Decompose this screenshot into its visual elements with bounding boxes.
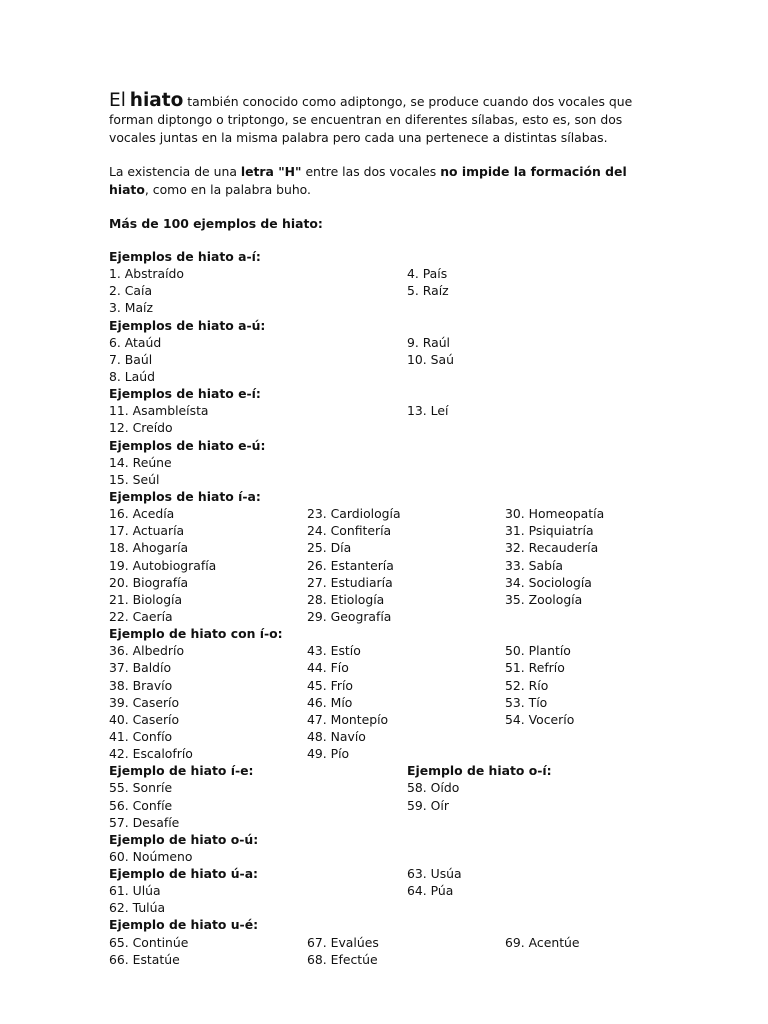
section-title (109, 248, 649, 265)
example-item: 19. Autobiografía (109, 557, 217, 573)
section-title-text: Ejemplos de hiato í-a (109, 488, 256, 504)
example-item: 9. Raúl (407, 334, 450, 350)
example-item: 34. Sociología (505, 574, 592, 590)
section-title-text: Ejemplos de hiato e-í: (109, 386, 261, 402)
example-item: 16. Acedía (109, 506, 175, 522)
example-item: 40. Caserío (109, 711, 180, 727)
example-item: 56. Confíe (109, 797, 173, 813)
example-item: 45. Frío (307, 677, 353, 693)
example-item: 35. Zoología (505, 591, 583, 607)
example-item: 25. Día (307, 540, 352, 556)
example-row (109, 745, 649, 762)
example-item: 14. Reúne (109, 454, 172, 470)
h-text-b: letra "H" (240, 164, 302, 179)
section-title (109, 317, 649, 334)
example-item: 20. Biografía (109, 574, 189, 590)
example-item: 64. Púa (407, 883, 454, 899)
example-item: 67. Evalúes (307, 934, 379, 950)
example-item: 22. Caería (109, 608, 173, 624)
example-item: 10. Saú (407, 351, 454, 367)
example-item: 47. Montepío (307, 711, 389, 727)
example-row (109, 419, 649, 436)
section-title-text: Ejemplo de hiato u-é: (109, 917, 259, 933)
example-row (109, 848, 649, 865)
example-row (109, 334, 649, 351)
example-item: 24. Confitería (307, 523, 392, 539)
example-item: 51. Refrío (505, 660, 565, 676)
example-item: 44. Fío (307, 660, 349, 676)
example-row (109, 711, 649, 728)
example-item: 7. Baúl (109, 351, 153, 367)
example-item: 39. Caserío (109, 694, 180, 710)
example-row (109, 539, 649, 556)
example-item: 65. Continúe (109, 934, 189, 950)
example-row (109, 591, 649, 608)
example-row (109, 351, 649, 368)
example-item: 61. Ulúa (109, 883, 161, 899)
example-row (109, 677, 649, 694)
example-row (109, 779, 649, 796)
example-item: 37. Baldío (109, 660, 172, 676)
document-page (109, 92, 649, 968)
section-title (109, 865, 649, 882)
example-item: 18. Ahogaría (109, 540, 189, 556)
example-item: 46. Mío (307, 694, 353, 710)
example-item: 27. Estudiaría (307, 574, 393, 590)
section-title (109, 385, 649, 402)
intro-el: El (109, 90, 126, 111)
example-item: 17. Actuaría (109, 523, 185, 539)
intro-line3: vocales juntas en la misma palabra pero cada una pertenece a distintas sílabas. (109, 130, 608, 145)
example-row (109, 814, 649, 831)
example-item: 36. Albedrío (109, 643, 185, 659)
section-title-text: Ejemplos de hiato a-ú: (109, 317, 266, 333)
h-text-d: no impide la formación del (440, 164, 627, 179)
example-row (109, 557, 649, 574)
example-item: 62. Tulúa (109, 900, 166, 916)
section-title (109, 625, 649, 642)
example-row (109, 951, 649, 968)
example-item: 12. Creído (109, 420, 173, 436)
example-row (109, 265, 649, 282)
example-row (109, 608, 649, 625)
example-item: 57. Desafíe (109, 814, 180, 830)
example-row (109, 522, 649, 539)
example-row (109, 934, 649, 951)
example-item: 31. Psiquiatría (505, 523, 594, 539)
example-item: 69. Acentúe (505, 934, 580, 950)
example-item: 43. Estío (307, 643, 361, 659)
example-item: 3. Maíz (109, 300, 153, 316)
dual-section-titles (109, 762, 649, 779)
intro-paragraph (109, 92, 649, 147)
example-item: 49. Pío (307, 746, 350, 762)
example-item: 50. Plantío (505, 643, 571, 659)
example-item: 30. Homeopatía (505, 506, 605, 522)
intro-line2: forman diptongo o triptongo, se encuentran en diferentes sílabas, esto es, son dos (109, 112, 623, 127)
h-text-a: La existencia de una (109, 164, 241, 179)
section-title (109, 831, 649, 848)
example-item: 33. Sabía (505, 557, 564, 573)
example-item: 5. Raíz (407, 283, 449, 299)
example-item: 41. Confío (109, 728, 173, 744)
example-item: 6. Ataúd (109, 334, 162, 350)
example-item: 28. Etiología (307, 591, 385, 607)
example-row (109, 659, 649, 676)
example-row (109, 882, 649, 899)
example-item: 58. Oído (407, 780, 460, 796)
section-title-suffix: : (255, 488, 261, 504)
example-row (109, 299, 649, 316)
example-item: 48. Navío (307, 728, 366, 744)
example-item: 54. Vocerío (505, 711, 575, 727)
section-title-text: Ejemplos de hiato a-í: (109, 249, 261, 264)
h-text-c: entre las dos vocales (301, 164, 441, 179)
examples-sections (109, 248, 649, 968)
example-item: 66. Estatúe (109, 951, 180, 967)
example-row (109, 402, 649, 419)
example-row (109, 694, 649, 711)
example-row (109, 574, 649, 591)
section-title-text: Ejemplo de hiato ú-a: (109, 866, 259, 882)
example-item: 52. Río (505, 677, 549, 693)
example-item: 63. Usúa (407, 866, 462, 882)
h-paragraph (109, 163, 649, 199)
example-row (109, 368, 649, 385)
section-title-text: Ejemplo de hiato con í-o: (109, 626, 283, 642)
example-item: 55. Sonríe (109, 780, 173, 796)
h-text-f: , como en la palabra buho. (144, 182, 311, 197)
examples-heading: Más de 100 ejemplos de hiato: (109, 216, 323, 231)
example-item: 59. Oír (407, 797, 449, 813)
example-row (109, 454, 649, 471)
example-item: 23. Cardiología (307, 506, 401, 522)
example-item: 32. Recaudería (505, 540, 599, 556)
example-row (109, 728, 649, 745)
example-item: 21. Biología (109, 591, 183, 607)
section-title-text: Ejemplo de hiato o-í: (407, 763, 552, 779)
example-item: 29. Geografía (307, 608, 392, 624)
example-item: 11. Asambleísta (109, 403, 209, 419)
example-item: 4. País (407, 266, 448, 282)
example-item: 38. Bravío (109, 677, 173, 693)
h-text-e: hiato (109, 182, 145, 197)
intro-line1-rest: también conocido como adiptongo, se produce cuando dos vocales que (183, 94, 633, 109)
example-item: 13. Leí (407, 403, 449, 419)
example-item: 68. Efectúe (307, 951, 378, 967)
section-title (109, 488, 649, 505)
example-item: 26. Estantería (307, 557, 394, 573)
example-row (109, 471, 649, 488)
example-row (109, 899, 649, 916)
example-item: 42. Escalofrío (109, 746, 193, 762)
example-item: 2. Caía (109, 283, 153, 299)
example-item: 15. Seúl (109, 471, 160, 487)
section-title (109, 916, 649, 933)
example-row (109, 505, 649, 522)
example-row (109, 282, 649, 299)
example-item: 8. Laúd (109, 368, 155, 384)
example-item: 60. Noúmeno (109, 848, 193, 864)
section-title-text: Ejemplo de hiato í-e: (109, 763, 254, 779)
section-title-text: Ejemplos de hiato e-ú: (109, 437, 266, 453)
section-title-text: Ejemplo de hiato o-ú: (109, 831, 259, 847)
example-row (109, 797, 649, 814)
section-title (109, 437, 649, 454)
example-row (109, 642, 649, 659)
example-item: 1. Abstraído (109, 266, 184, 282)
example-item: 53. Tío (505, 694, 548, 710)
intro-hiato: hiato (129, 90, 184, 111)
